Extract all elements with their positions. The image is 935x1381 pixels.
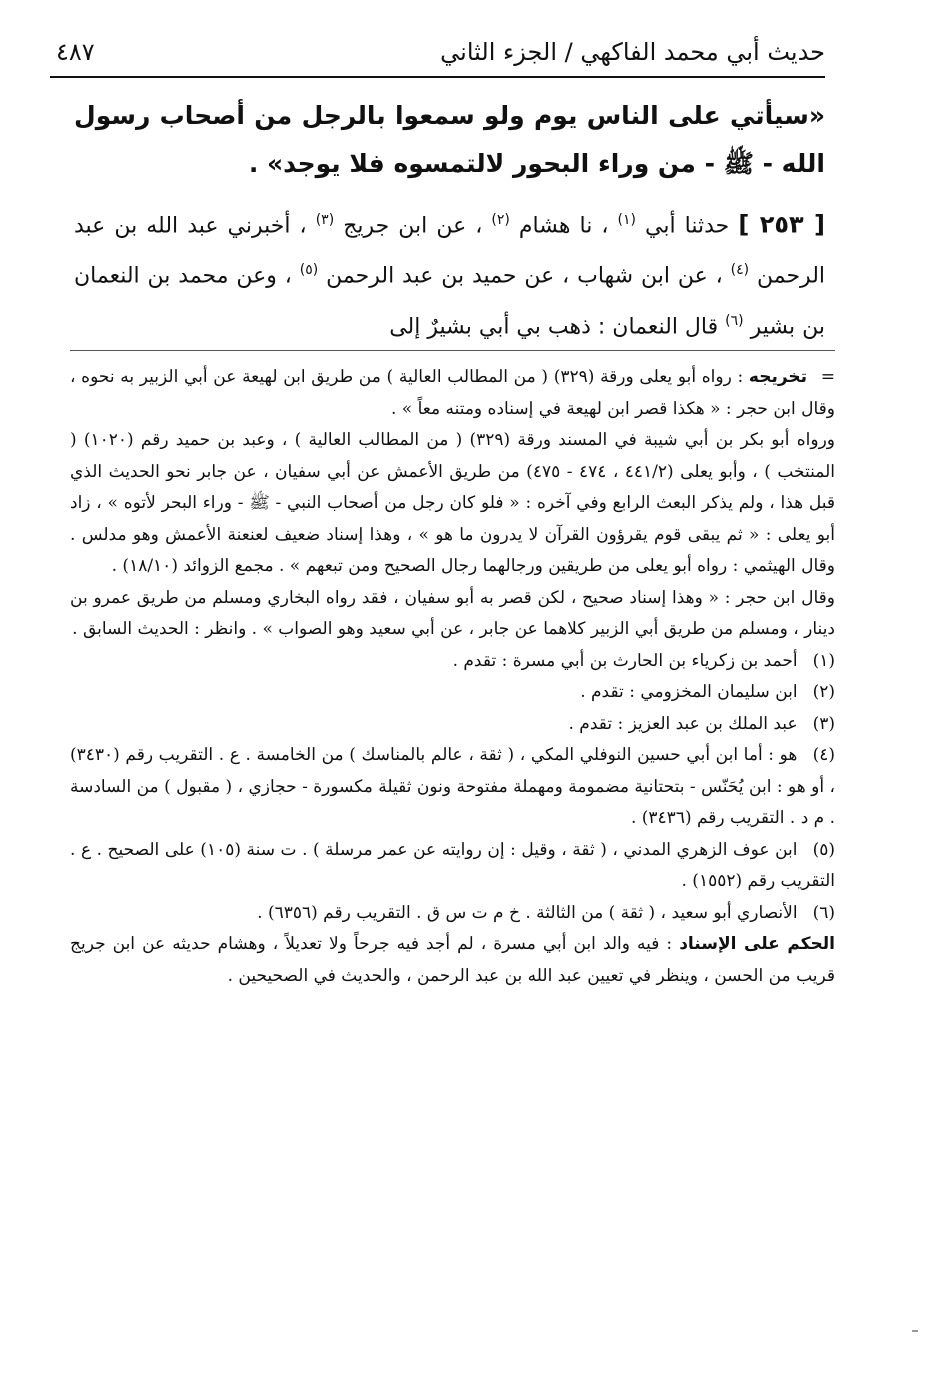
main-text [74, 92, 825, 349]
hadith-quote: «سيأتي على الناس يوم ولو سمعوا بالرجل من أصحاب رسول الله - ﷺ - من وراء البحور لالتمسوه فلا يوجد» . [74, 101, 825, 178]
footnote-number: (٥) [812, 839, 836, 860]
footnote-item [70, 677, 835, 709]
footnote-number: (١) [812, 650, 835, 671]
footnotes-section [70, 362, 835, 992]
footnote-number: (٢) [812, 682, 835, 702]
page-header [50, 36, 825, 78]
takhrij-paragraph-3: وقال ابن حجر : « وهذا إسناد صحيح ، لكن قصر به أبو سفيان ، فقد رواه البخاري ومسلم من طريق عمرو بن دينار ، ومسلم من طريق أبي الزبير كلاهما عن جابر ، عن أبي سعيد وهو الصواب » . وانظر : الحديث السابق . [70, 587, 835, 639]
footnote-ref: (٣) [315, 212, 335, 228]
footnote-number: (٣) [812, 713, 835, 734]
footnote-divider [70, 350, 835, 351]
footnote-ref: (٤) [730, 262, 750, 279]
takhrij-paragraph-2: ورواه أبو بكر بن أبي شيبة في المسند ورقة (٣٢٩) ( من المطالب العالية ) ، وعبد بن حميد رقم (١٠٢٠) ( المنتخب ) ، وأبو يعلى (٤٤١/٢ ، ٤٧٤ - ٤٧٥) من طريق الأعمش عن أبي سفيان ، عن جابر نحو الحديث الذي قبل هذا ، ولم يذكر البعث الرابع وفي آخره : « فلو كان رجل من أصحاب النبي - ﷺ - وراء البحر لأتوه » ، زاد أبو يعلى : « ثم يبقى قوم يقرؤون القرآن لا يدرون ما هو » ، وهذا إسناد ضعيف لعنعنة الأعمش وهو مدلس . وقال الهيثمي : رواه أبو يعلى من طريقين ورجالهما رجال الصحيح ومن تبعهم » . مجمع الزوائد (١٨/١٠) . [70, 430, 836, 576]
footnote-text: هو : أما ابن أبي حسين النوفلي المكي ، ( ثقة ، عالم بالمناسك ) من الخامسة . ع . التقريب رقم (٣٤٣٠) ، أو هو : ابن يُحَنّس - بتحتانية مضمومة ومهملة مفتوحة ونون ثقيلة مكسورة - حجازي ، ( مقبول ) من السادسة . م د . التقريب رقم (٣٤٣٦) . [70, 745, 835, 828]
takhrij-label: تخريجه [748, 367, 808, 387]
hadith-segment: قال النعمان : ذهب بي أبي بشيرٌ إلى [389, 313, 719, 339]
footnote-text: أحمد بن زكرياء بن الحارث بن أبي مسرة : تقدم . [452, 650, 798, 671]
footnote-item [70, 898, 835, 930]
footnote-item [70, 740, 835, 835]
hadith-segment: ، أخبرني عبد الله بن عبد الرحمن [74, 213, 826, 289]
footnote-number: (٦) [812, 902, 835, 923]
footnote-text: الأنصاري أبو سعيد ، ( ثقة ) من الثالثة . خ م ت س ق . التقريب رقم (٦٣٥٦) . [257, 902, 798, 923]
takhrij-paragraph [70, 362, 835, 425]
scan-mark [912, 1330, 918, 1332]
footnote-ref: (٢) [491, 212, 510, 228]
footnote-ref: (٦) [725, 312, 744, 329]
hadith-segment: ، عن ابن شهاب ، عن حميد بن عبد الرحمن [326, 263, 723, 289]
running-title: حديث أبي محمد الفاكهي / الجزء الثاني [440, 38, 825, 66]
footnote-item [70, 709, 835, 741]
takhrij-text: : رواه أبو يعلى ورقة (٣٢٩) ( من المطالب العالية ) من طريق ابن لهيعة عن أبي الزبير به نحوه ، وقال ابن حجر : « هكذا قصر ابن لهيعة في إسناده ومتنه معاً » . [70, 367, 835, 419]
footnote-ref: (١) [617, 212, 636, 228]
footnote-text: عبد الملك بن عبد العزيز : تقدم . [568, 713, 798, 734]
hadith-segment: ، نا هشام [518, 213, 609, 239]
footnote-number: (٤) [812, 745, 836, 765]
continuation-marker: = [820, 367, 835, 387]
hadith-segment: ، وعن محمد بن النعمان بن بشير [74, 263, 825, 339]
footnote-text: ابن سليمان المخزومي : تقدم . [580, 682, 798, 702]
footnote-item [70, 835, 835, 898]
hadith-number: [ ٢٥٣ ] [738, 210, 826, 239]
hukm-label: الحكم على الإسناد [679, 934, 835, 954]
hadith-segment: حدثنا أبي [645, 213, 730, 239]
hadith-paragraph [74, 198, 825, 349]
hukm-paragraph [70, 929, 835, 992]
footnote-text: ابن عوف الزهري المدني ، ( ثقة ، وقيل : إن روايته عن عمر مرسلة ) . ت سنة (١٠٥) على الصحيح . ع . التقريب رقم (١٥٥٢) . [70, 839, 835, 891]
hadith-segment: ، عن ابن جريج [343, 213, 483, 239]
page-number: ٤٨٧ [56, 38, 95, 66]
footnote-item [70, 646, 835, 678]
hukm-text: : فيه والد ابن أبي مسرة ، لم أجد فيه جرحاً ولا تعديلاً ، وهشام حديثه عن ابن جريج قريب من الحسن ، وينظر في تعيين عبد الله بن عبد الرحمن ، والحديث في الصحيحين . [70, 934, 835, 986]
footnote-ref: (٥) [299, 262, 319, 279]
